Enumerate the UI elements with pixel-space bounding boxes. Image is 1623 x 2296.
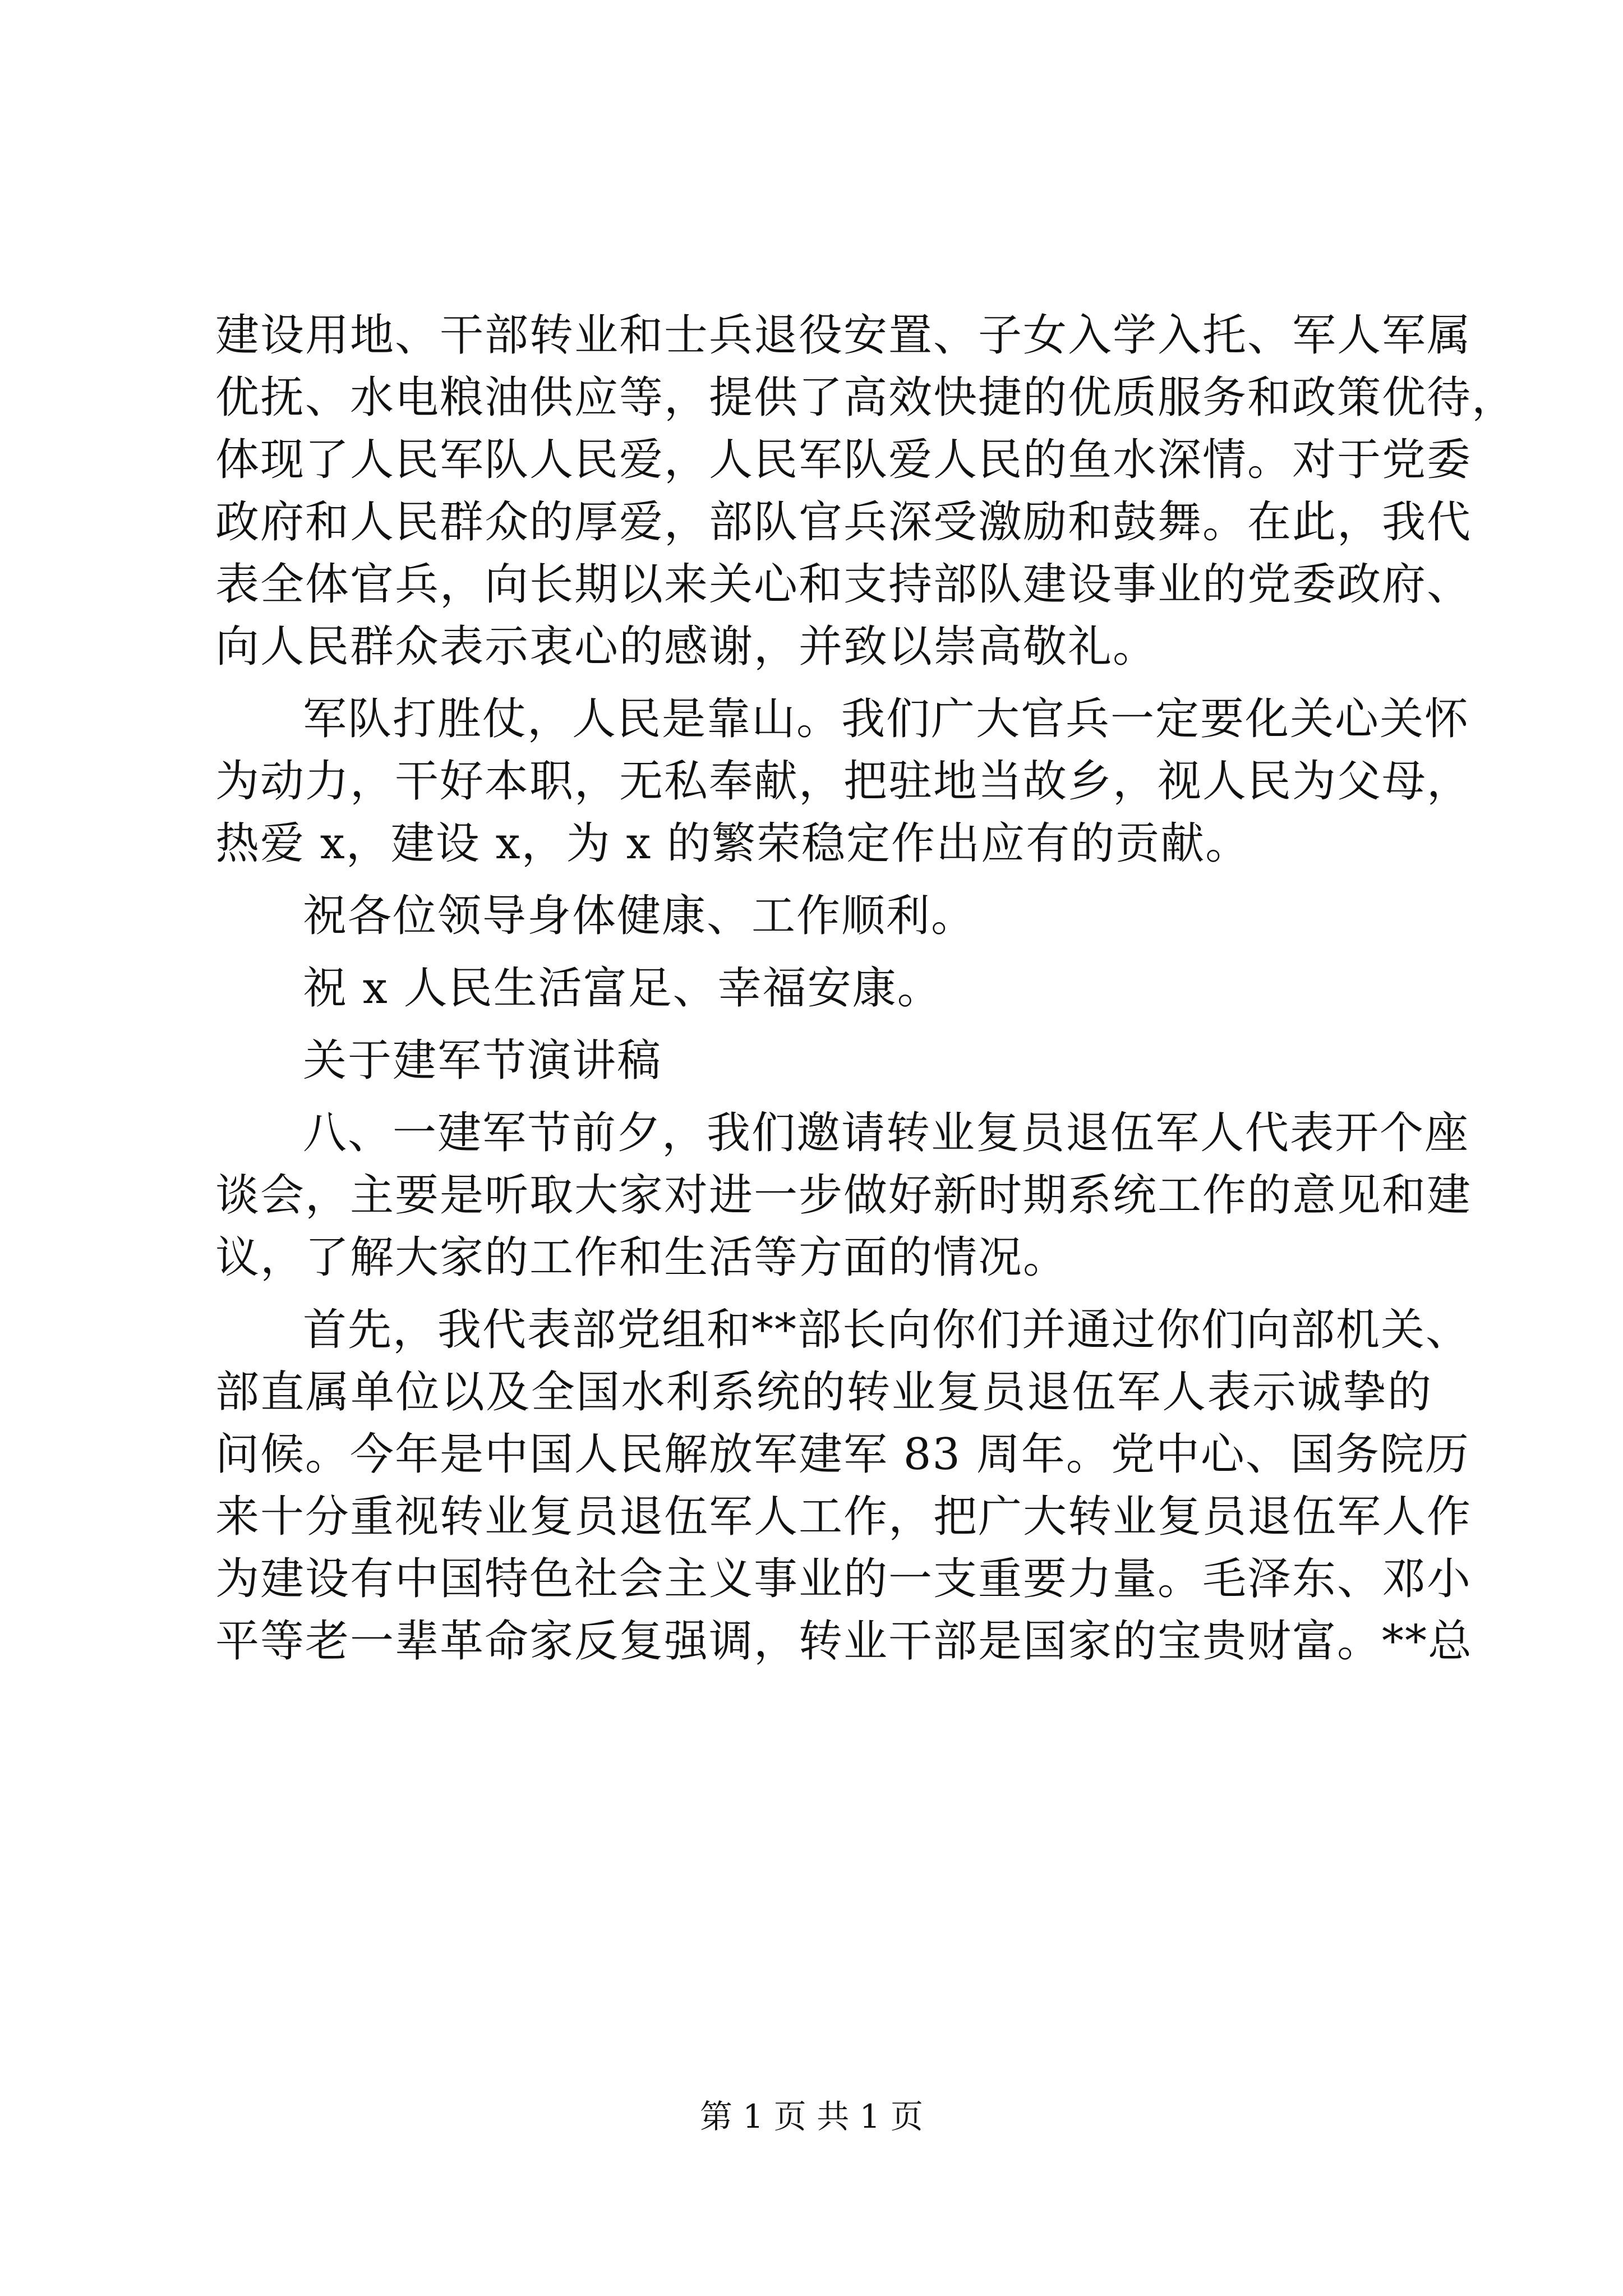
text-line: 政府和人民群众的厚爱，部队官兵深受激励和鼓舞。在此，我代 (215, 497, 1472, 547)
text-line: 部直属单位以及全国水利系统的转业复员退伍军人表示诚挚的 (215, 1367, 1432, 1418)
text-line: 优抚、水电粮油供应等，提供了高效快捷的优质服务和政策优待， (215, 372, 1517, 423)
paragraph (215, 1299, 1473, 1673)
text-line: 祝各位领导身体健康、工作顺利。 (303, 891, 976, 941)
text-line: 议，了解大家的工作和生活等方面的情况。 (215, 1232, 1068, 1283)
text-line: 建设用地、干部转业和士兵退役安置、子女入学入托、军人军属 (215, 310, 1472, 361)
text-line: 体现了人民军队人民爱，人民军队爱人民的鱼水深情。对于党委 (215, 435, 1472, 485)
text-line: 来十分重视转业复员退伍军人工作，把广大转业复员退伍军人作 (215, 1492, 1472, 1542)
text-line: 八、一建军节前夕，我们邀请转业复员退伍军人代表开个座 (303, 1108, 1470, 1158)
section-title: 关于建军节演讲稿 (303, 1036, 662, 1086)
text-line: 向人民群众表示衷心的感谢，并致以崇高敬礼。 (215, 622, 1158, 672)
text-line: 平等老一辈革命家反复强调，转业干部是国家的宝贵财富。**总 (215, 1616, 1473, 1667)
paragraph (215, 688, 1472, 875)
text-line: 祝 x 人民生活富足、幸福安康。 (303, 963, 942, 1014)
text-line: 为动力，干好本职，无私奉献，把驻地当故乡，视人民为父母， (215, 756, 1472, 807)
text-line: 谈会，主要是听取大家对进一步做好新时期系统工作的意见和建 (215, 1170, 1472, 1221)
text-line: 问候。今年是中国人民解放军建军 83 周年。党中心、国务院历 (215, 1429, 1470, 1480)
text-line: 表全体官兵，向长期以来关心和支持部队建设事业的党委政府、 (215, 559, 1472, 610)
paragraph (215, 885, 1432, 947)
paragraph (215, 958, 1432, 1020)
document-body (215, 305, 1517, 1673)
paragraph (215, 1102, 1472, 1289)
page-number-footer: 第 1 页 共 1 页 (700, 2097, 923, 2136)
text-line: 为建设有中国特色社会主义事业的一支重要力量。毛泽东、邓小 (215, 1554, 1472, 1604)
text-line: 热爱 x，建设 x，为 x 的繁荣稳定作出应有的贡献。 (215, 818, 1251, 869)
paragraph (215, 305, 1517, 678)
text-line: 首先，我代表部党组和**部长向你们并通过你们向部机关、 (303, 1305, 1471, 1355)
text-line: 军队打胜仗，人民是靠山。我们广大官兵一定要化关心关怀 (303, 694, 1470, 744)
paragraph (215, 1030, 1432, 1092)
